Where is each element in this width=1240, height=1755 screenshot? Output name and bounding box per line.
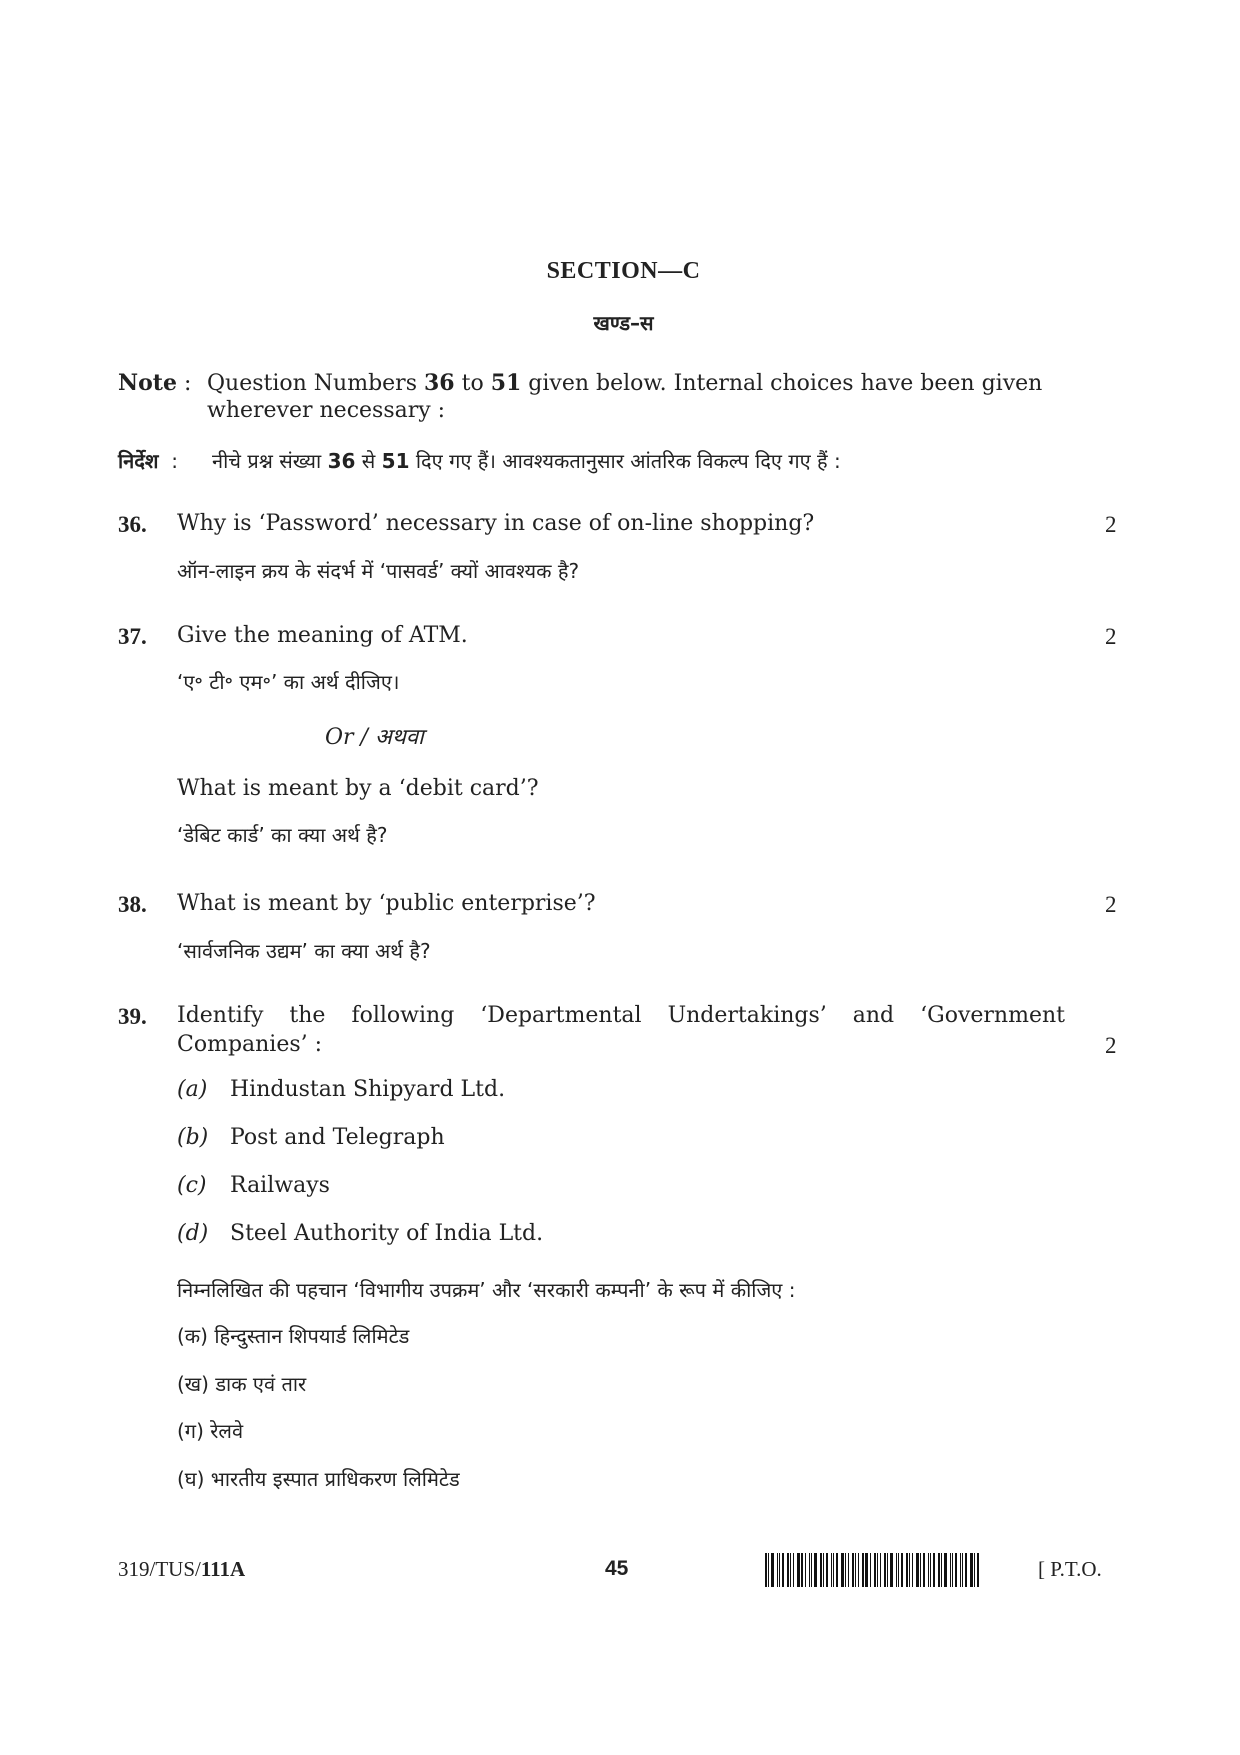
barcode-bar [952,1553,953,1587]
barcode-bar [938,1553,940,1587]
barcode-bar [898,1553,899,1587]
barcode-bar [787,1553,789,1587]
barcode-bar [826,1553,828,1587]
barcode-bar [970,1553,973,1587]
barcode-bar [977,1553,979,1587]
barcode-bar [923,1553,925,1587]
question-text: What is meant by ‘public enterprise’? [177,891,596,916]
barcode-bar [845,1553,846,1587]
barcode-bar [801,1553,803,1587]
barcode-bar [920,1553,921,1587]
list-item-label: (c) [177,1173,207,1198]
question-text-hindi: ‘सार्वजनिक उद्यम’ का क्या अर्थ है? [177,939,431,963]
barcode-bar [877,1553,878,1587]
paper-code: 319/TUS/111A [118,1557,246,1581]
question-text: Why is ‘Password’ necessary in case of on-line shopping? [177,511,815,536]
barcode-bar [884,1553,886,1587]
barcode-bar [874,1553,876,1587]
barcode-bar [831,1553,832,1587]
list-item: Post and Telegraph [230,1125,445,1150]
barcode-bar [797,1553,800,1587]
barcode-bar [858,1553,859,1587]
barcode-bar [809,1553,810,1587]
barcode-bar [852,1553,854,1587]
question-text-hindi: ऑन-लाइन क्रय के संदर्भ में ‘पासवर्ड’ क्यों आवश्यक है? [177,559,580,583]
question-text-hindi: निम्नलिखित की पहचान ‘विभागीय उपक्रम’ और ‘सरकारी कम्पनी’ के रूप में कीजिए : [177,1278,796,1302]
question-marks: 2 [1105,512,1117,537]
question-marks: 2 [1105,1033,1117,1058]
barcode-bar [912,1553,913,1587]
question-marks: 2 [1105,892,1117,917]
barcode-bar [805,1553,806,1587]
pto-label: [ P.T.O. [1038,1557,1102,1581]
question-text-hindi: ‘ए॰ टी॰ एम॰’ का अर्थ दीजिए। [177,670,400,694]
barcode-bar [965,1553,967,1587]
barcode-bar [960,1553,961,1587]
barcode-bar [916,1553,919,1587]
barcode-bar [777,1553,778,1587]
page-number: 45 [605,1557,629,1580]
barcode-bar [836,1553,838,1587]
barcode-bar [887,1553,888,1587]
barcode-bar [814,1553,817,1587]
barcode-bar [909,1553,910,1587]
barcode-bar [771,1553,774,1587]
barcode-bar [933,1553,935,1587]
barcode-bar [880,1553,881,1587]
barcode-bar [930,1553,931,1587]
barcode-bar [765,1553,767,1587]
barcode-bar [890,1553,893,1587]
barcode-bar [820,1553,822,1587]
barcode-bar [896,1553,897,1587]
barcode-bar [779,1553,780,1587]
barcode-bar [833,1553,834,1587]
note-text-line2: wherever necessary : [207,398,446,423]
note-hindi-text: नीचे प्रश्न संख्या 36 से 51 दिए गए हैं। आवश्यकतानुसार आंतरिक विकल्प दिए गए हैं : [212,449,841,473]
question-marks: 2 [1105,624,1117,649]
barcode-bar [962,1553,963,1587]
question-text: Identify the following ‘Departmental Undertakings’ and ‘Government [177,1003,1065,1028]
question-number: 37. [118,624,147,649]
list-item: Steel Authority of India Ltd. [230,1221,544,1246]
list-item-hindi: (ग) रेलवे [177,1419,244,1443]
or-separator: Or / अथवा [325,725,424,750]
list-item-hindi: (ख) डाक एवं तार [177,1372,307,1396]
question-number: 36. [118,512,147,537]
question-number: 38. [118,892,147,917]
barcode-bar [901,1553,903,1587]
barcode-bar [768,1553,769,1587]
list-item-hindi: (क) हिन्दुस्तान शिपयार्ड लिमिटेड [177,1324,410,1348]
barcode-bar [865,1553,868,1587]
list-item-hindi: (घ) भारतीय इस्पात प्राधिकरण लिमिटेड [177,1467,460,1491]
barcode-bar [862,1553,864,1587]
question-text-line2: Companies’ : [177,1032,323,1057]
list-item-label: (a) [177,1077,208,1102]
barcode-bar [941,1553,942,1587]
barcode-bar [841,1553,844,1587]
barcode-bar [906,1553,908,1587]
question-number: 39. [118,1004,147,1029]
note-label: Note : [118,370,192,396]
alt-question-text: What is meant by a ‘debit card’? [177,776,539,801]
note-text: Question Numbers 36 to 51 given below. Internal choices have been given [207,370,1043,396]
barcode-bar [790,1553,791,1587]
list-item-label: (b) [177,1125,209,1150]
note-hindi-label: निर्देश : [118,449,178,473]
barcode-bar [823,1553,824,1587]
list-item: Hindustan Shipyard Ltd. [230,1077,506,1102]
barcode-bar [811,1553,812,1587]
barcode-bar [928,1553,929,1587]
list-item: Railways [230,1173,330,1198]
barcode [765,1553,1027,1587]
barcode-bar [955,1553,957,1587]
barcode-bar [793,1553,794,1587]
alt-question-text-hindi: ‘डेबिट कार्ड’ का क्या अर्थ है? [177,823,388,847]
barcode-bar [944,1553,947,1587]
barcode-bar [855,1553,856,1587]
list-item-label: (d) [177,1221,209,1246]
question-text: Give the meaning of ATM. [177,623,468,648]
barcode-bar [974,1553,975,1587]
section-title-hindi: खण्ड–स [593,311,654,335]
section-title: SECTION—C [546,258,701,284]
barcode-bar [870,1553,871,1587]
barcode-bar [848,1553,849,1587]
barcode-bar [782,1553,784,1587]
barcode-bar [950,1553,951,1587]
